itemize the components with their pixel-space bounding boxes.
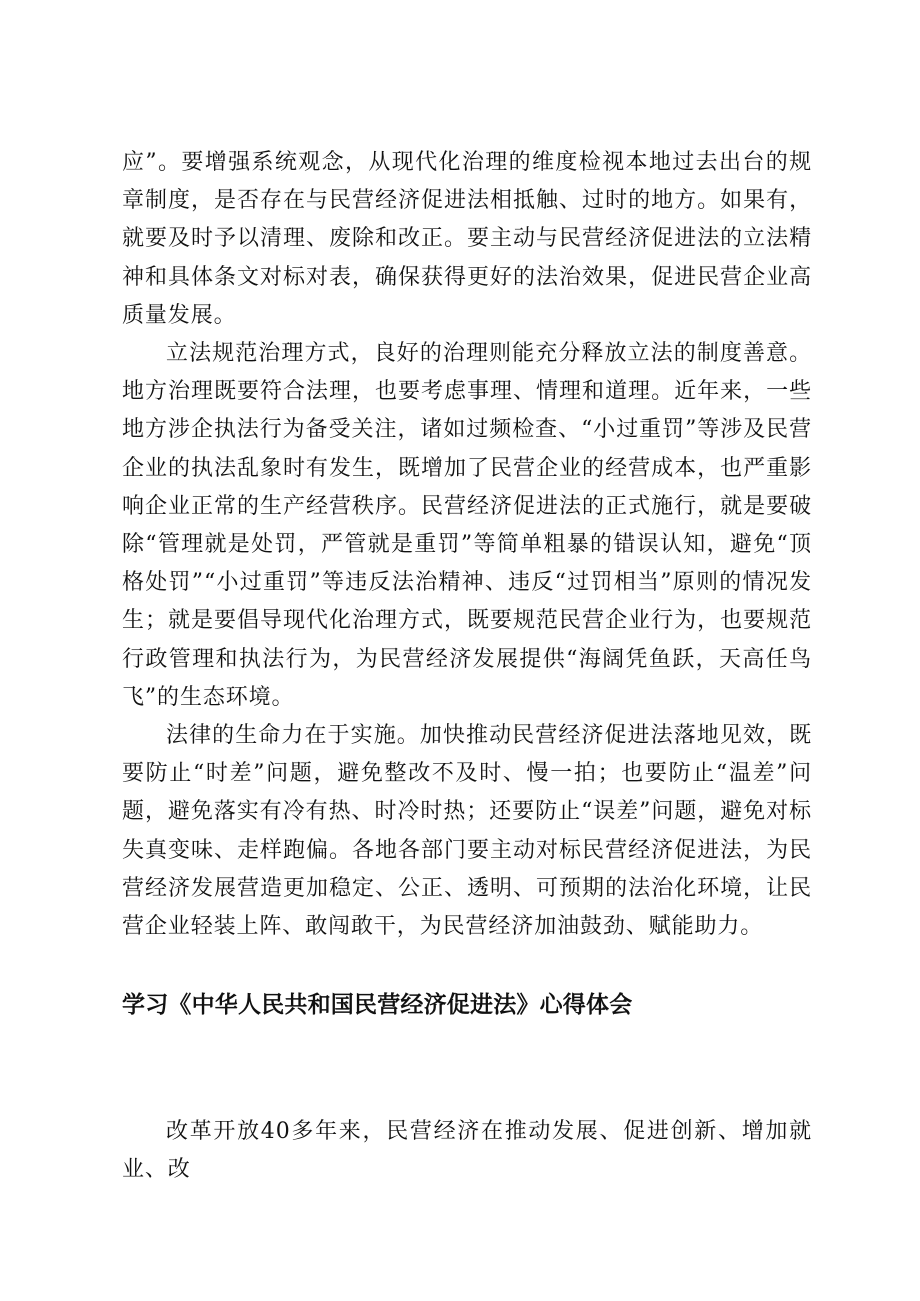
- paragraph-implementation: 法律的生命力在于实施。加快推动民营经济促进法落地见效，既要防止“时差”问题，避免整改不及时、慢一拍；也要防止“温差”问题，避免落实有冷有热、时冷时热；还要防止“误差”问题，避免对标失真变味、走样跑偏。各地各部门要主动对标民营经济促进法，为民营经济发展营造更加稳定、公正、透明、可预期的法治化环境，让民营企业轻装上阵、敢闯敢干，为民营经济加油鼓劲、赋能助力。: [122, 723, 812, 940]
- paragraph-governance: 立法规范治理方式，良好的治理则能充分释放立法的制度善意。地方治理既要符合法理，也要考虑事理、情理和道理。近年来，一些地方涉企执法行为备受关注，诸如过频检查、“小过重罚”等涉及民营企业的执法乱象时有发生，既增加了民营企业的经营成本，也严重影响企业正常的生产经营秩序。民营经济促进法的正式施行，就是要破除“管理就是处罚，严管就是重罚”等简单粗暴的错误认知，避免“顶格处罚”“小过重罚”等违反法治精神、违反“过罚相当”原则的情况发生；就是要倡导现代化治理方式，既要规范民营企业行为，也要规范行政管理和执法行为，为民营经济发展提供“海阔凭鱼跃，天高任鸟飞”的生态环境。: [122, 341, 812, 710]
- article-body-next: [122, 1113, 812, 1189]
- paragraph-reform-opening: 改革开放40多年来，民营经济在推动发展、促进创新、增加就业、改: [122, 1119, 812, 1183]
- section-heading: 学习《中华人民共和国民营经济促进法》心得体会: [122, 992, 633, 1018]
- article-body: [122, 144, 812, 946]
- paragraph-continued: 应”。要增强系统观念，从现代化治理的维度检视本地过去出台的规章制度，是否存在与民营经济促进法相抵触、过时的地方。如果有，就要及时予以清理、废除和改正。要主动与民营经济促进法的立法精神和具体条文对标对表，确保获得更好的法治效果，促进民营企业高质量发展。: [122, 150, 812, 328]
